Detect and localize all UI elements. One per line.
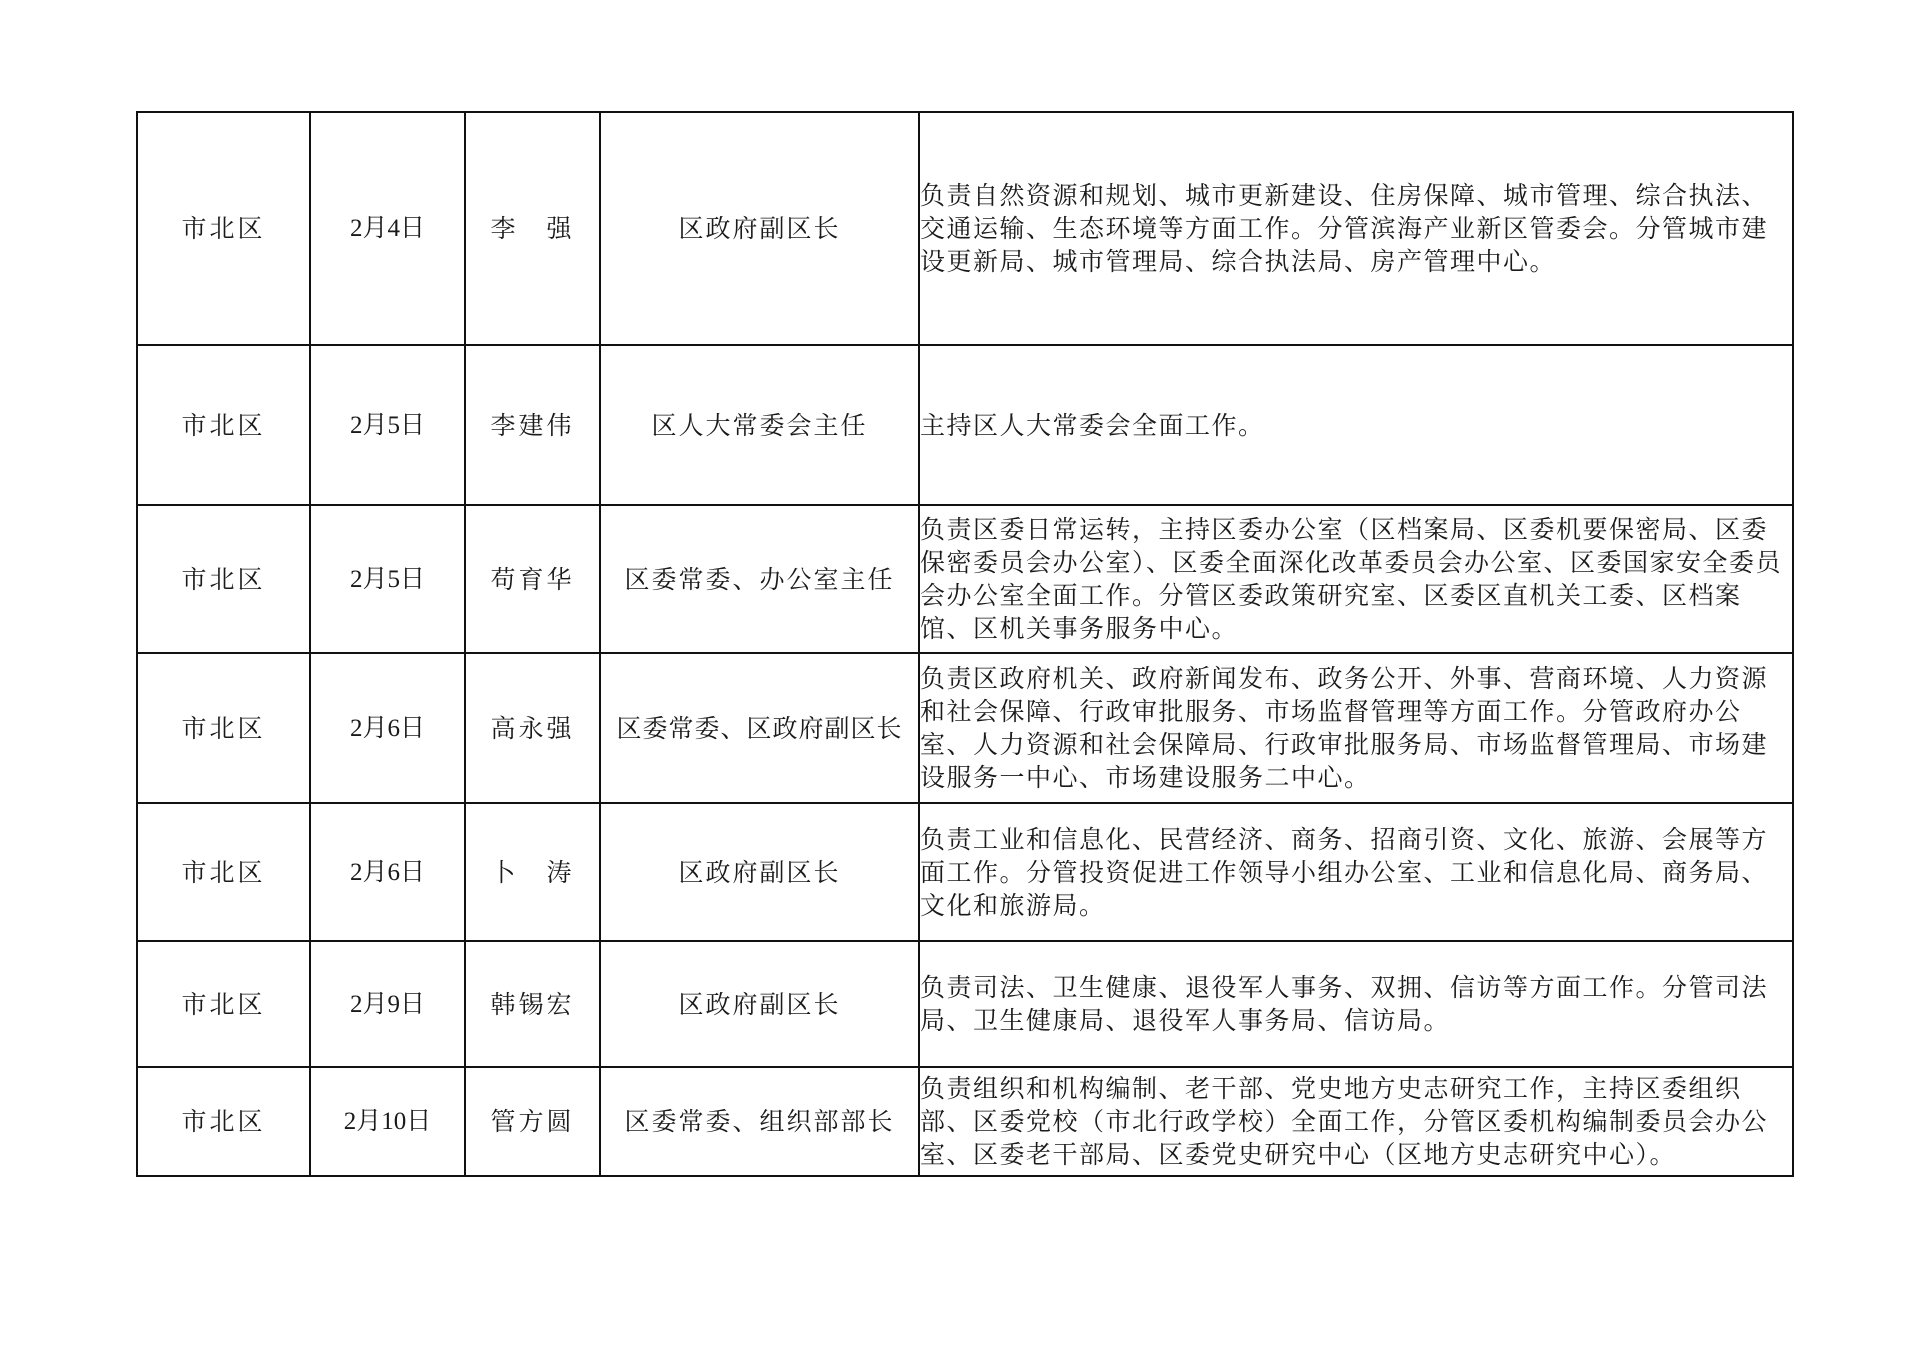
name-cell xyxy=(465,653,600,803)
position-cell: 区政府副区长 xyxy=(600,112,919,345)
duties-cell: 主持区人大常委会全面工作。 xyxy=(919,345,1793,505)
date-cell: 2月5日 xyxy=(310,345,465,505)
table-row xyxy=(137,1067,1793,1176)
district-cell: 市北区 xyxy=(137,653,310,803)
duties-cell: 负责组织和机构编制、老干部、党史地方史志研究工作，主持区委组织部、区委党校（市北行政学校）全面工作，分管区委机构编制委员会办公室、区委老干部局、区委党史研究中心（区地方史志研究中心）。 xyxy=(919,1067,1793,1176)
duties-cell: 负责区委日常运转，主持区委办公室（区档案局、区委机要保密局、区委保密委员会办公室）、区委全面深化改革委员会办公室、区委国家安全委员会办公室全面工作。分管区委政策研究室、区委区直机关工委、区档案馆、区机关事务服务中心。 xyxy=(919,505,1793,653)
table-row xyxy=(137,505,1793,653)
date-cell: 2月10日 xyxy=(310,1067,465,1176)
position-cell: 区政府副区长 xyxy=(600,941,919,1067)
duties-cell: 负责工业和信息化、民营经济、商务、招商引资、文化、旅游、会展等方面工作。分管投资促进工作领导小组办公室、工业和信息化局、商务局、文化和旅游局。 xyxy=(919,803,1793,941)
district-cell: 市北区 xyxy=(137,345,310,505)
date-cell: 2月5日 xyxy=(310,505,465,653)
name-text: 高永强 xyxy=(490,713,575,743)
duties-cell: 负责区政府机关、政府新闻发布、政务公开、外事、营商环境、人力资源和社会保障、行政审批服务、市场监督管理等方面工作。分管政府办公室、人力资源和社会保障局、行政审批服务局、市场监督管理局、市场建设服务一中心、市场建设服务二中心。 xyxy=(919,653,1793,803)
name-text: 李 强 xyxy=(490,214,575,243)
date-cell: 2月4日 xyxy=(310,112,465,345)
name-cell xyxy=(465,345,600,505)
district-cell: 市北区 xyxy=(137,803,310,941)
position-cell: 区人大常委会主任 xyxy=(600,345,919,505)
name-text: 韩锡宏 xyxy=(490,989,575,1019)
name-cell xyxy=(465,941,600,1067)
name-text: 卜 涛 xyxy=(490,857,575,887)
date-cell: 2月9日 xyxy=(310,941,465,1067)
district-cell: 市北区 xyxy=(137,112,310,345)
duties-cell: 负责自然资源和规划、城市更新建设、住房保障、城市管理、综合执法、交通运输、生态环境等方面工作。分管滨海产业新区管委会。分管城市建设更新局、城市管理局、综合执法局、房产管理中心。 xyxy=(919,112,1793,345)
district-cell: 市北区 xyxy=(137,505,310,653)
name-text: 苟育华 xyxy=(490,564,575,594)
name-text: 李建伟 xyxy=(490,410,575,440)
date-cell: 2月6日 xyxy=(310,653,465,803)
name-text: 管方圆 xyxy=(490,1107,575,1136)
name-cell xyxy=(465,1067,600,1176)
table-row xyxy=(137,112,1793,345)
position-cell: 区委常委、区政府副区长 xyxy=(600,653,919,803)
district-cell: 市北区 xyxy=(137,941,310,1067)
table-row xyxy=(137,803,1793,941)
position-cell: 区政府副区长 xyxy=(600,803,919,941)
table-row xyxy=(137,653,1793,803)
duty-schedule-table xyxy=(136,111,1794,1177)
name-cell xyxy=(465,803,600,941)
table-row xyxy=(137,941,1793,1067)
date-cell: 2月6日 xyxy=(310,803,465,941)
name-cell xyxy=(465,505,600,653)
district-cell: 市北区 xyxy=(137,1067,310,1176)
name-cell xyxy=(465,112,600,345)
position-cell: 区委常委、组织部部长 xyxy=(600,1067,919,1176)
duties-cell: 负责司法、卫生健康、退役军人事务、双拥、信访等方面工作。分管司法局、卫生健康局、退役军人事务局、信访局。 xyxy=(919,941,1793,1067)
position-cell: 区委常委、办公室主任 xyxy=(600,505,919,653)
table-row xyxy=(137,345,1793,505)
